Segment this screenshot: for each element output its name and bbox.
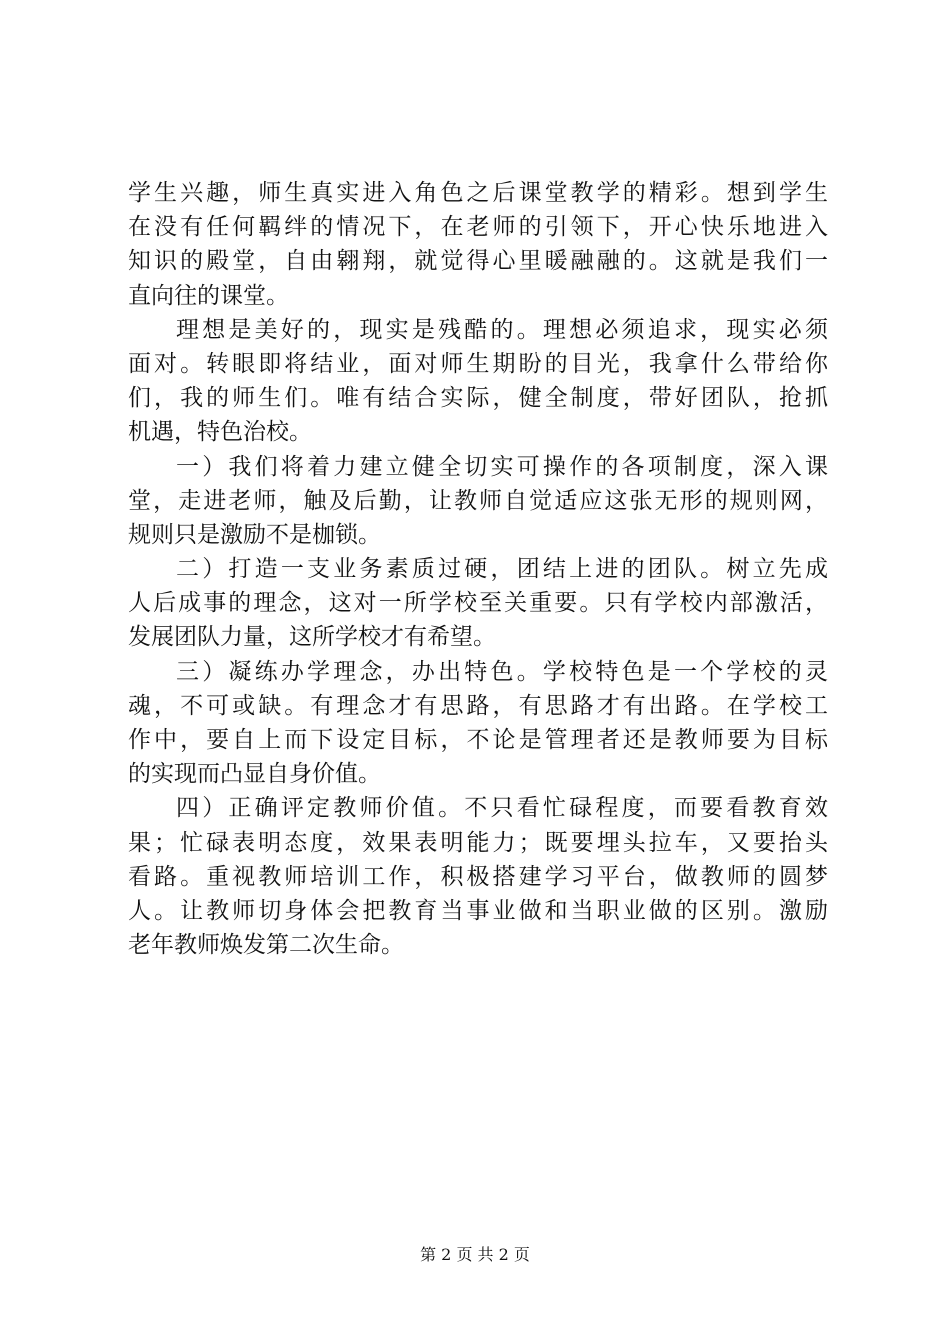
paragraph-first-line: 四）正确评定教师价值。不只看忙碌程度，而要看教育效 — [176, 795, 828, 822]
text-line: 看路。重视教师培训工作，积极搭建学习平台，做教师的圆梦 — [128, 863, 828, 890]
text-line: 直向往的课堂。 — [128, 282, 289, 309]
text-line: 堂，走进老师，触及后勤，让教师自觉适应这张无形的规则网， — [128, 487, 828, 514]
text-line: 们，我的师生们。唯有结合实际，健全制度，带好团队，抢抓 — [128, 385, 828, 412]
paragraph-first-line: 二）打造一支业务素质过硬，团结上进的团队。树立先成 — [176, 556, 828, 583]
text-line: 老年教师焕发第二次生命。 — [128, 932, 404, 959]
text-line: 的实现而凸显自身价值。 — [128, 761, 381, 788]
text-line: 在没有任何羁绊的情况下，在老师的引领下，开心快乐地进入 — [128, 214, 828, 241]
text-line: 学生兴趣，师生真实进入角色之后课堂教学的精彩。想到学生 — [128, 180, 828, 206]
body-text — [128, 176, 828, 962]
text-line: 作中，要自上而下设定目标，不论是管理者还是教师要为目标 — [128, 727, 828, 753]
text-line: 果；忙碌表明态度，效果表明能力；既要埋头拉车，又要抬头 — [128, 829, 828, 856]
page-number-footer: 第 2 页 共 2 页 — [420, 1245, 530, 1264]
text-line: 魂，不可或缺。有理念才有思路，有思路才有出路。在学校工 — [128, 692, 828, 719]
paragraph-first-line: 一）我们将着力建立健全切实可操作的各项制度，深入课 — [176, 453, 828, 480]
text-line: 发展团队力量，这所学校才有希望。 — [128, 624, 496, 651]
paragraph-first-line: 三）凝练办学理念，办出特色。学校特色是一个学校的灵 — [176, 658, 828, 685]
paragraph-first-line: 理想是美好的，现实是残酷的。理想必须追求，现实必须 — [176, 316, 828, 343]
text-line: 面对。转眼即将结业，面对师生期盼的目光，我拿什么带给你 — [128, 350, 828, 377]
text-line: 机遇，特色治校。 — [128, 419, 312, 446]
text-line: 人。让教师切身体会把教育当事业做和当职业做的区别。激励 — [128, 897, 828, 924]
text-line: 规则只是激励不是枷锁。 — [128, 521, 381, 548]
text-line: 知识的殿堂，自由翱翔，就觉得心里暖融融的。这就是我们一 — [128, 248, 828, 275]
text-line: 人后成事的理念，这对一所学校至关重要。只有学校内部激活， — [128, 590, 828, 617]
